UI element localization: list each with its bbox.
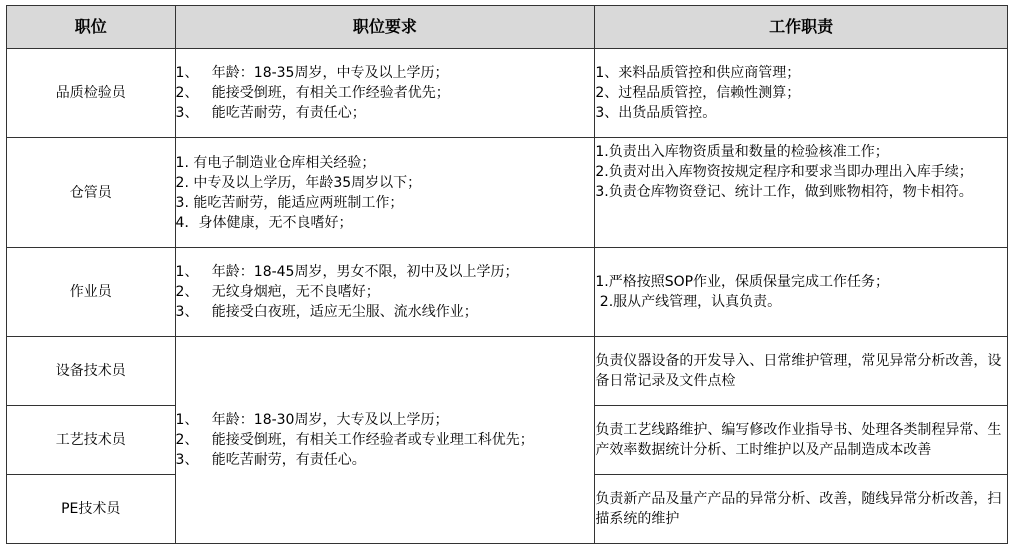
duties-cell <box>595 406 1008 475</box>
duties-cell <box>595 337 1008 406</box>
duty-text: 负责工艺线路维护、编写修改作业指导书、处理各类制程异常、生产效率数据统计分析、工时维护以及产品制造成本改善 <box>595 422 1002 458</box>
requirement-line: 2、 无纹身烟疤，无不良嗜好； <box>175 284 380 300</box>
requirement-line: 3、 能吃苦耐劳，有责任心。 <box>175 452 366 468</box>
duties-cell <box>595 49 1008 138</box>
table-row <box>7 49 1008 138</box>
position-cell: 设备技术员 <box>7 337 176 406</box>
requirement-line: 3. 能吃苦耐劳，能适应两班制工作； <box>175 194 404 211</box>
job-table <box>6 5 1008 544</box>
position-cell: 仓管员 <box>7 138 176 248</box>
duty-line: 3、出货品质管控。 <box>595 105 717 121</box>
requirement-line: 1. 有电子制造业仓库相关经验； <box>175 154 376 171</box>
requirement-line: 3、 能吃苦耐劳，有责任心； <box>175 105 366 121</box>
position-cell: 品质检验员 <box>7 49 176 138</box>
duty-line: 1.负责出入库物资质量和数量的检验核准工作； <box>595 144 889 160</box>
duty-line: 2.服从产线管理，认真负责。 <box>595 294 782 310</box>
position-cell: 工艺技术员 <box>7 406 176 475</box>
requirements-cell <box>175 248 595 337</box>
duty-text: 负责新产品及量产产品的异常分析、改善，随线异常分析改善，扫描系统的维护 <box>595 491 1002 527</box>
header-duties: 工作职责 <box>595 6 1008 49</box>
requirement-line: 1、 年龄：18-35周岁，中专及以上学历； <box>175 65 449 81</box>
duties-cell <box>595 138 1008 248</box>
position-cell: 作业员 <box>7 248 176 337</box>
requirement-line: 2、 能接受倒班，有相关工作经验者或专业理工科优先； <box>175 432 534 448</box>
shared-requirements-cell <box>175 337 595 544</box>
duty-line: 2.负责对出入库物资按规定程序和要求当即办理出入库手续； <box>595 164 973 180</box>
duty-line: 2、过程品质管控，信赖性测算； <box>595 85 801 101</box>
duty-line: 1、来料品质管控和供应商管理； <box>595 65 801 81</box>
duties-cell <box>595 475 1008 544</box>
header-row <box>7 6 1008 49</box>
requirement-line: 2. 中专及以上学历，年龄35周岁以下； <box>175 174 422 191</box>
table-row <box>7 337 1008 406</box>
header-position: 职位 <box>7 6 176 49</box>
requirements-cell <box>175 49 595 138</box>
duty-line: 3.负责仓库物资登记、统计工作，做到账物相符，物卡相符。 <box>595 184 973 200</box>
requirement-line: 4．身体健康，无不良嗜好； <box>175 214 353 231</box>
requirement-line: 3、 能接受白夜班，适应无尘服、流水线作业； <box>175 304 478 320</box>
table-row <box>7 138 1008 248</box>
table-row <box>7 248 1008 337</box>
duties-cell <box>595 248 1008 337</box>
position-cell: PE技术员 <box>7 475 176 544</box>
header-requirements: 职位要求 <box>175 6 595 49</box>
duty-text: 负责仪器设备的开发导入、日常维护管理，常见异常分析改善，设备日常记录及文件点检 <box>595 353 1002 389</box>
requirement-line: 2、 能接受倒班，有相关工作经验者优先； <box>175 85 450 101</box>
requirement-line: 1、 年龄：18-30周岁，大专及以上学历； <box>175 412 449 428</box>
requirements-cell <box>175 138 595 248</box>
duty-line: 1.严格按照SOP作业，保质保量完成工作任务； <box>595 274 890 290</box>
requirement-line: 1、 年龄：18-45周岁，男女不限，初中及以上学历； <box>175 264 519 280</box>
